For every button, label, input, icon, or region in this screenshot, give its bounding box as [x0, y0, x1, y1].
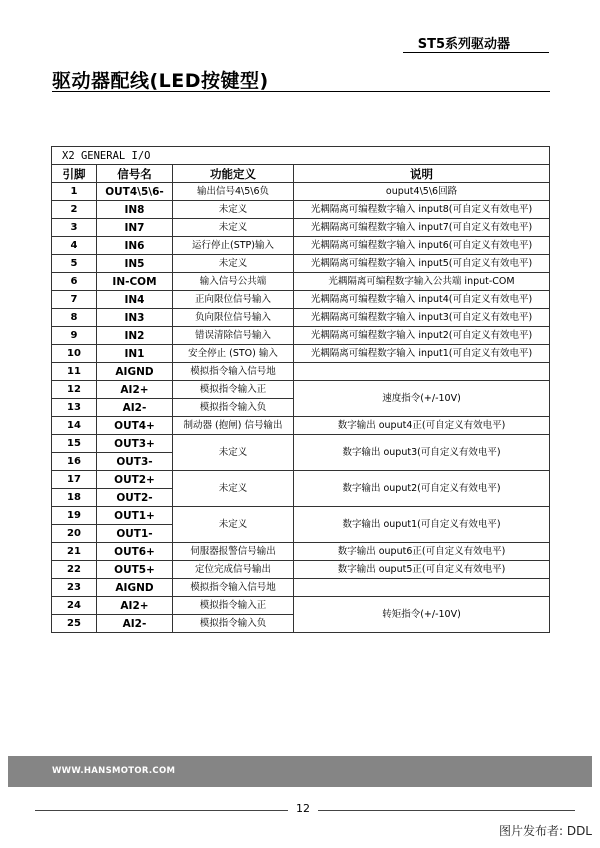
signal-name: IN1: [97, 345, 173, 363]
io-pin-table: [51, 146, 550, 633]
signal-name: AIGND: [97, 363, 173, 381]
table-row: [52, 237, 550, 255]
pin-description: 速度指令(+/-10V): [294, 381, 550, 417]
function-definition: 模拟指令输入负: [173, 399, 294, 417]
pin-description: 光耦隔离可编程数字输入 input1(可自定义有效电平): [294, 345, 550, 363]
pin-description: 光耦隔离可编程数字输入公共端 input-COM: [294, 273, 550, 291]
header-rule: [403, 52, 549, 53]
table-row: [52, 381, 550, 399]
pin-number: 9: [52, 327, 97, 345]
function-definition: 未定义: [173, 255, 294, 273]
pin-number: 22: [52, 561, 97, 579]
table-row: [52, 579, 550, 597]
pin-description: 光耦隔离可编程数字输入 input7(可自定义有效电平): [294, 219, 550, 237]
function-definition: 模拟指令输入正: [173, 597, 294, 615]
table-row: [52, 363, 550, 381]
pin-number: 2: [52, 201, 97, 219]
table-row: [52, 417, 550, 435]
function-definition: 未定义: [173, 435, 294, 471]
pin-description: 转矩指令(+/-10V): [294, 597, 550, 633]
signal-name: OUT3-: [97, 453, 173, 471]
function-definition: 模拟指令输入信号地: [173, 363, 294, 381]
signal-name: OUT1-: [97, 525, 173, 543]
pin-number: 20: [52, 525, 97, 543]
pin-number: 18: [52, 489, 97, 507]
signal-name: IN4: [97, 291, 173, 309]
header-series-label: ST5系列驱动器: [417, 37, 510, 52]
footer-bar: [8, 756, 592, 787]
signal-name: IN6: [97, 237, 173, 255]
pin-description: 数字输出 ouput6正(可自定义有效电平): [294, 543, 550, 561]
table-row: [52, 183, 550, 201]
function-definition: 未定义: [173, 201, 294, 219]
pin-number: 19: [52, 507, 97, 525]
pin-number: 4: [52, 237, 97, 255]
function-definition: 未定义: [173, 471, 294, 507]
pin-number: 11: [52, 363, 97, 381]
signal-name: OUT5+: [97, 561, 173, 579]
table-row: [52, 201, 550, 219]
pin-description: 光耦隔离可编程数字输入 input5(可自定义有效电平): [294, 255, 550, 273]
function-definition: 未定义: [173, 219, 294, 237]
pin-description: 光耦隔离可编程数字输入 input4(可自定义有效电平): [294, 291, 550, 309]
pin-description: 数字输出 ouput1(可自定义有效电平): [294, 507, 550, 543]
function-definition: 安全停止 (STO) 输入: [173, 345, 294, 363]
pin-description: 光耦隔离可编程数字输入 input2(可自定义有效电平): [294, 327, 550, 345]
pin-number: 23: [52, 579, 97, 597]
function-definition: 制动器 (抱闸) 信号输出: [173, 417, 294, 435]
pin-description: 数字输出 ouput3(可自定义有效电平): [294, 435, 550, 471]
table-row: [52, 507, 550, 525]
table-row: [52, 345, 550, 363]
pin-description: 光耦隔离可编程数字输入 input3(可自定义有效电平): [294, 309, 550, 327]
table-row: [52, 561, 550, 579]
table-row: [52, 255, 550, 273]
function-definition: 模拟指令输入负: [173, 615, 294, 633]
pin-number: 13: [52, 399, 97, 417]
function-definition: 运行停止(STP)输入: [173, 237, 294, 255]
pin-description: 数字输出 ouput2(可自定义有效电平): [294, 471, 550, 507]
function-definition: 正向限位信号输入: [173, 291, 294, 309]
pin-description: 光耦隔离可编程数字输入 input6(可自定义有效电平): [294, 237, 550, 255]
signal-name: IN5: [97, 255, 173, 273]
function-definition: 模拟指令输入信号地: [173, 579, 294, 597]
pin-number: 25: [52, 615, 97, 633]
pin-number: 3: [52, 219, 97, 237]
table-row: [52, 435, 550, 453]
pin-number: 1: [52, 183, 97, 201]
signal-name: AI2-: [97, 399, 173, 417]
function-definition: 负向限位信号输入: [173, 309, 294, 327]
table-row: [52, 291, 550, 309]
signal-name: OUT4+: [97, 417, 173, 435]
footer-url: WWW.HANSMOTOR.COM: [52, 766, 176, 776]
signal-name: OUT6+: [97, 543, 173, 561]
signal-name: AI2+: [97, 597, 173, 615]
pin-number: 16: [52, 453, 97, 471]
publisher-credit: 图片发布者: DDL: [498, 824, 592, 838]
pin-description: ouput4\5\6回路: [294, 183, 550, 201]
function-definition: 模拟指令输入正: [173, 381, 294, 399]
signal-name: OUT2+: [97, 471, 173, 489]
pin-number: 17: [52, 471, 97, 489]
signal-name: IN7: [97, 219, 173, 237]
pin-number: 10: [52, 345, 97, 363]
signal-name: AI2+: [97, 381, 173, 399]
header-pin: 引脚: [52, 165, 97, 183]
function-definition: 伺服器报警信号输出: [173, 543, 294, 561]
pin-number: 21: [52, 543, 97, 561]
header-function: 功能定义: [173, 165, 294, 183]
signal-name: AIGND: [97, 579, 173, 597]
pin-number: 12: [52, 381, 97, 399]
table-row: [52, 543, 550, 561]
signal-name: OUT2-: [97, 489, 173, 507]
table-row: [52, 219, 550, 237]
pin-number: 6: [52, 273, 97, 291]
signal-name: OUT4\5\6-: [97, 183, 173, 201]
table-caption: X2 GENERAL I/O: [52, 147, 550, 165]
signal-name: OUT3+: [97, 435, 173, 453]
page-number: 12: [288, 802, 318, 815]
table-row: [52, 273, 550, 291]
title-rule: [52, 91, 550, 92]
section-title: 驱动器配线(LED按键型): [52, 70, 269, 92]
pin-description: 数字输出 ouput5正(可自定义有效电平): [294, 561, 550, 579]
pin-number: 15: [52, 435, 97, 453]
function-definition: 错误清除信号输入: [173, 327, 294, 345]
table-row: [52, 597, 550, 615]
function-definition: 输入信号公共端: [173, 273, 294, 291]
signal-name: IN3: [97, 309, 173, 327]
pin-description: [294, 579, 550, 597]
header-description: 说明: [294, 165, 550, 183]
signal-name: IN2: [97, 327, 173, 345]
pin-description: [294, 363, 550, 381]
table-row: [52, 327, 550, 345]
table-row: [52, 471, 550, 489]
pin-number: 7: [52, 291, 97, 309]
signal-name: IN8: [97, 201, 173, 219]
function-definition: 未定义: [173, 507, 294, 543]
pin-number: 14: [52, 417, 97, 435]
header-signal: 信号名: [97, 165, 173, 183]
pin-description: 光耦隔离可编程数字输入 input8(可自定义有效电平): [294, 201, 550, 219]
table-row: [52, 309, 550, 327]
signal-name: OUT1+: [97, 507, 173, 525]
function-definition: 输出信号4\5\6负: [173, 183, 294, 201]
pin-number: 5: [52, 255, 97, 273]
pin-number: 8: [52, 309, 97, 327]
signal-name: IN-COM: [97, 273, 173, 291]
pin-description: 数字输出 ouput4正(可自定义有效电平): [294, 417, 550, 435]
pin-number: 24: [52, 597, 97, 615]
function-definition: 定位完成信号输出: [173, 561, 294, 579]
signal-name: AI2-: [97, 615, 173, 633]
